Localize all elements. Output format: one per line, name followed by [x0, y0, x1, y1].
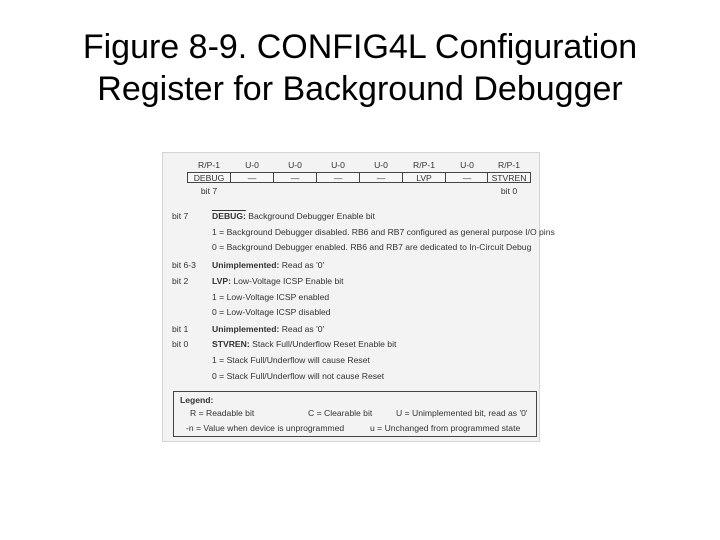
desc-line	[212, 276, 344, 286]
desc-text: Read as '0'	[279, 260, 325, 270]
field-bit4: —	[316, 172, 360, 183]
desc-text: 0 = Low-Voltage ICSP disabled	[212, 307, 331, 317]
desc-label: bit 1	[172, 324, 189, 334]
field-bit1: —	[445, 172, 489, 183]
desc-text: 1 = Stack Full/Underflow will cause Reset	[212, 355, 370, 365]
title-line-1: Figure 8-9. CONFIG4L Configuration	[82, 28, 638, 66]
desc-line	[212, 307, 331, 317]
access-bit2: R/P-1	[413, 160, 435, 170]
access-bit7: R/P-1	[198, 160, 220, 170]
desc-line	[212, 242, 531, 252]
desc-label: bit 0	[172, 339, 189, 349]
desc-line	[212, 371, 384, 381]
legend-readable: R = Readable bit	[190, 408, 255, 418]
desc-text: Low-Voltage ICSP Enable bit	[230, 276, 344, 286]
desc-title: DEBUG:	[212, 211, 246, 221]
desc-label: bit 2	[172, 276, 189, 286]
access-bit3: U-0	[374, 160, 388, 170]
register-figure	[162, 152, 555, 442]
legend-title: Legend:	[180, 395, 214, 405]
desc-line	[212, 292, 329, 302]
desc-text: 1 = Background Debugger disabled. RB6 and RB7 configured as general purpose I/O pins	[212, 227, 555, 237]
access-bit1: U-0	[460, 160, 474, 170]
field-bit5: —	[273, 172, 317, 183]
desc-title: STVREN:	[212, 339, 250, 349]
desc-text: 0 = Stack Full/Underflow will not cause Reset	[212, 371, 385, 381]
desc-title: Unimplemented:	[212, 324, 280, 334]
desc-label: bit 7	[172, 211, 189, 221]
desc-line	[212, 211, 375, 221]
title-line-2: Register for Background Debugger	[97, 70, 623, 108]
desc-line	[212, 355, 370, 365]
legend-unchanged: u = Unchanged from programmed state	[370, 423, 521, 433]
legend-unimplemented: U = Unimplemented bit, read as '0'	[396, 408, 528, 418]
access-bit0: R/P-1	[498, 160, 520, 170]
desc-text: Stack Full/Underflow Reset Enable bit	[249, 339, 397, 349]
desc-line	[212, 227, 555, 237]
desc-text: Read as '0'	[279, 324, 325, 334]
desc-line	[212, 324, 324, 334]
field-bit2: LVP	[402, 172, 446, 183]
field-bit3: —	[359, 172, 403, 183]
field-bit7: DEBUG	[187, 172, 231, 183]
desc-text: 0 = Background Debugger enabled. RB6 and RB7 are dedicated to In-Circuit Debug	[212, 242, 532, 252]
bit-high-label: bit 7	[200, 186, 218, 196]
access-bit5: U-0	[288, 160, 302, 170]
legend-clearable: C = Clearable bit	[308, 408, 373, 418]
field-bit6: —	[230, 172, 274, 183]
desc-line	[212, 260, 324, 270]
legend-box	[173, 391, 537, 437]
desc-text: Background Debugger Enable bit	[245, 211, 375, 221]
desc-line	[212, 339, 396, 349]
desc-title: LVP:	[212, 276, 231, 286]
field-bit0: STVREN	[487, 172, 531, 183]
desc-label: bit 6-3	[172, 260, 196, 270]
access-bit4: U-0	[331, 160, 345, 170]
desc-title: Unimplemented:	[212, 260, 280, 270]
desc-text: 1 = Low-Voltage ICSP enabled	[212, 292, 330, 302]
access-bit6: U-0	[245, 160, 259, 170]
legend-unprogrammed: -n = Value when device is unprogrammed	[186, 423, 345, 433]
bit-low-label: bit 0	[500, 186, 518, 196]
slide-title	[0, 26, 720, 110]
